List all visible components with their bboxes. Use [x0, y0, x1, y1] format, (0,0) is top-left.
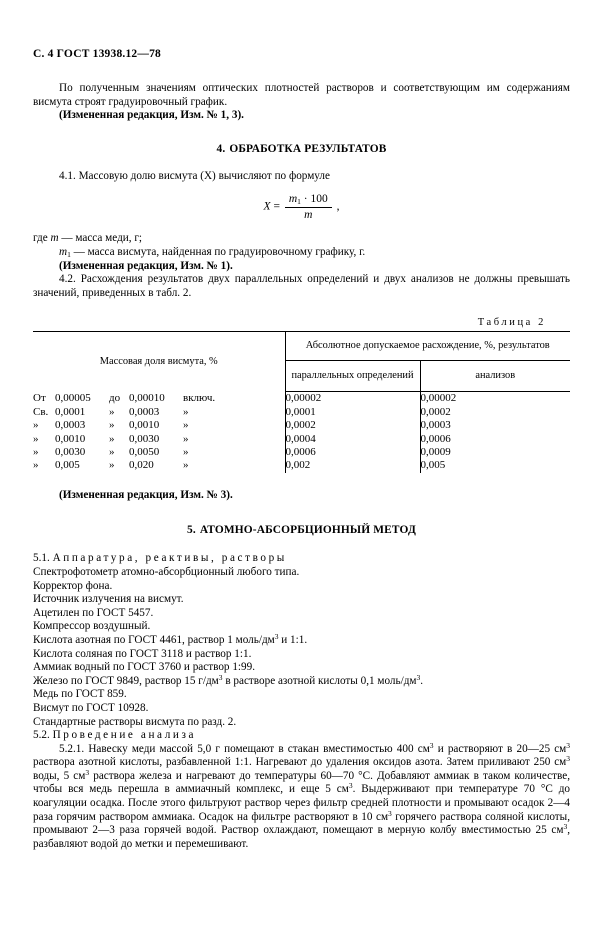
formula-trailing-comma: , [336, 201, 340, 214]
spacer [33, 155, 570, 170]
table-cell-parallel: 0,0001 [285, 406, 420, 419]
reagent-item-nitric-acid [33, 631, 570, 648]
where-symbol-m1-subscript: 1 [67, 249, 71, 259]
spacer [33, 300, 570, 317]
reagent-item: Источник излучения на висмут. [33, 593, 184, 606]
range-value-from: 0,0003 [55, 419, 86, 432]
where-symbol-m1: m [59, 245, 68, 258]
range-value-to: 0,0050 [129, 445, 160, 458]
procedure-sup-6: 3 [388, 808, 392, 818]
table-header-analyses: анализов [420, 361, 570, 392]
reagent-item: Корректор фона. [33, 579, 113, 592]
table-cell-parallel: 0,0002 [285, 419, 420, 432]
iron-superscript-2: 3 [416, 672, 421, 682]
range-suffix: » [183, 459, 189, 472]
item-5-2-number: 5.2. [33, 729, 53, 742]
formula-numerator-symbol: m [288, 193, 298, 206]
range-prefix: » [33, 445, 39, 458]
procedure-text-2: и растворяют в 20—25 см [433, 742, 567, 755]
reagent-item: Спектрофотометр атомно-абсорбционный любого типа. [33, 565, 300, 578]
table-cell-parallel: 0,0006 [285, 446, 420, 459]
range-connector: » [109, 445, 115, 458]
item-5-1-heading [33, 552, 570, 566]
reagent-item: Стандартные растворы висмута по разд. 2. [33, 715, 237, 728]
table-cell-analysis: 0,005 [420, 459, 446, 472]
where-line-m1 [33, 246, 570, 260]
reagent-item: Компрессор воздушный. [33, 620, 151, 633]
range-value-from: 0,0010 [55, 432, 86, 445]
item-5-2-1-procedure [33, 740, 571, 852]
table-cell-parallel: 0,0004 [285, 433, 420, 446]
reagent-item-ammonia: Аммиак водный по ГОСТ 3760 и раствор 1:99. [33, 661, 256, 674]
range-value-to: 0,020 [129, 459, 154, 472]
table-cell-analysis: 0,0009 [420, 445, 451, 458]
where-prefix: где [33, 232, 51, 245]
range-connector: » [109, 432, 115, 445]
spacer [33, 61, 570, 82]
procedure-sup-1: 3 [429, 740, 434, 750]
spacer [33, 123, 570, 143]
iron-text-a: Железо по ГОСТ 9849, раствор 15 г/дм [33, 674, 219, 687]
formula-x [33, 193, 570, 221]
procedure-text-5: раствора железа и нагревают до температуры 60—70 °С. Добавляют аммиак в таком количестве, чтобы вся медь перешла в аммиачный комплекс, и еще 5 см [33, 769, 571, 796]
range-value-to: 0,0003 [129, 405, 160, 418]
section-4-revision-note-1: (Измененная редакция, Изм. № 1). [59, 259, 233, 272]
nitric-acid-text-b: и 1:1. [278, 633, 308, 646]
range-prefix: » [33, 419, 39, 432]
where-text-m: — масса меди, г; [58, 232, 143, 245]
table-cell-analysis: 0,00002 [420, 392, 457, 405]
intro-paragraph: По полученным значениям оптических плотностей растворов и соответствующим им содержаниям висмута строят градуировочный график. [33, 82, 570, 108]
reagent-item: Висмут по ГОСТ 10928. [33, 701, 149, 714]
range-value-from: 0,005 [55, 459, 80, 472]
range-value-to: 0,0030 [129, 432, 160, 445]
iron-superscript-1: 3 [218, 672, 223, 682]
range-suffix: включ. [183, 392, 216, 405]
procedure-text-6: . Выдерживают при температуре 70 °С до коагуляции осадка. После этого фильтруют раствор через фильтр средней плотности и промывают осадок 2—4 раза горячим раствором аммиака. Осадок на фильтре растворяют в 10 см [33, 783, 570, 823]
procedure-text-3: раствора азотной кислоты, разбавленной 1:1. Нагревают до удаления оксидов азота. Затем приливают 250 см [33, 756, 567, 769]
formula-numerator [285, 193, 332, 208]
section-4-heading [33, 143, 570, 155]
formula-equals: = [273, 201, 280, 214]
iron-text-c: . [420, 674, 424, 687]
range-connector: » [109, 459, 115, 472]
range-connector: » [109, 405, 115, 418]
table-cell-range [33, 433, 285, 446]
item-4-2: 4.2. Расхождения результатов двух параллельных определений и двух анализов не должны превышать значений, приведенных в табл. 2. [33, 273, 570, 299]
table-row [33, 446, 570, 459]
nitric-acid-superscript: 3 [274, 631, 279, 641]
reagent-item: Медь по ГОСТ 859. [33, 688, 127, 701]
procedure-sup-4: 3 [85, 767, 90, 777]
range-value-from: 0,00005 [55, 392, 91, 405]
spacer [33, 221, 570, 232]
item-5-1-title: Аппаратура, реактивы, растворы [52, 552, 287, 565]
table-cell-analysis: 0,0003 [420, 419, 451, 432]
range-prefix: » [33, 432, 39, 445]
table-cell-range [33, 419, 285, 432]
procedure-sup-2: 3 [566, 740, 570, 750]
item-5-2-title: Проведение анализа [52, 729, 197, 742]
section-5-heading [33, 524, 570, 536]
intro-revision-note: (Измененная редакция, Изм. № 1, 3). [59, 109, 244, 122]
running-header: С. 4 ГОСТ 13938.12—78 [33, 48, 161, 60]
spacer [33, 473, 570, 489]
table-row [33, 459, 570, 472]
page-content [33, 0, 570, 851]
formula-denominator: m [304, 209, 313, 222]
tolerance-table [33, 331, 570, 472]
section-4-title: ОБРАБОТКА РЕЗУЛЬТАТОВ [229, 142, 387, 155]
section-5-title: АТОМНО-АБСОРБЦИОННЫЙ МЕТОД [199, 524, 416, 537]
table-row [33, 392, 570, 406]
procedure-text-8: , разбавляют водой до метки и перемешивают. [33, 824, 570, 850]
table-cell-range [33, 459, 285, 472]
table-cell-range [33, 406, 285, 419]
range-suffix: » [183, 432, 189, 445]
table-header-parallel: параллельных определений [285, 361, 420, 392]
procedure-text-7: горячего раствора соляной кислоты, промывают 2—3 раза горячей водой. Раствор охлаждают, помещают в мерную колбу вместимостью 25 см [33, 810, 571, 837]
range-connector: до [109, 392, 121, 405]
table-row [33, 406, 570, 419]
procedure-text-4: воды, 5 см [33, 769, 86, 782]
formula-fraction [285, 193, 332, 221]
range-value-to: 0,0010 [129, 419, 160, 432]
item-5-1-number: 5.1. [33, 552, 53, 565]
table-header-massfraction: Массовая доля висмута, % [33, 332, 285, 392]
range-suffix: » [183, 445, 189, 458]
where-text-m1: — масса висмута, найденная по градуировочному графику, г. [70, 245, 366, 258]
table-header-row-1 [33, 332, 570, 361]
procedure-sup-7: 3 [563, 822, 568, 832]
range-prefix: От [33, 392, 46, 405]
iron-text-b: в растворе азотной кислоты 0,1 моль/дм [222, 674, 417, 687]
table-cell-analysis: 0,0002 [420, 405, 451, 418]
section-4-revision-note-3: (Измененная редакция, Изм. № 3). [59, 488, 233, 501]
table-row [33, 433, 570, 446]
range-value-to: 0,00010 [129, 392, 165, 405]
item-4-1: 4.1. Массовую долю висмута (X) вычисляют по формуле [59, 169, 330, 182]
range-prefix: Св. [33, 405, 49, 418]
reagent-item: Ацетилен по ГОСТ 5457. [33, 606, 154, 619]
formula-numerator-subscript: 1 [297, 197, 301, 207]
formula-lhs: X [263, 201, 271, 214]
range-connector: » [109, 419, 115, 432]
procedure-text-1: 5.2.1. Навеску меди массой 5,0 г помещают в стакан вместимостью 400 см [59, 742, 430, 755]
section-5-number: 5. [187, 524, 196, 537]
range-suffix: » [183, 405, 189, 418]
spacer [33, 536, 570, 552]
reagent-item-hydrochloric-acid: Кислота соляная по ГОСТ 3118 и раствор 1:1. [33, 647, 252, 660]
reagent-item-iron [33, 672, 570, 689]
spacer [33, 502, 570, 524]
range-value-from: 0,0001 [55, 405, 86, 418]
item-5-2-heading [33, 729, 570, 743]
table-cell-range [33, 446, 285, 459]
where-symbol-m: m [50, 232, 59, 245]
procedure-sup-5: 3 [348, 781, 353, 791]
range-prefix: » [33, 459, 39, 472]
table-cell-parallel: 0,00002 [285, 392, 420, 406]
table-cell-parallel: 0,002 [285, 459, 420, 472]
range-value-from: 0,0030 [55, 445, 86, 458]
table-caption: Таблица 2 [477, 317, 546, 329]
table-cell-range [33, 392, 285, 406]
table-row [33, 419, 570, 432]
formula-numerator-rest: · 100 [303, 193, 328, 206]
spacer [33, 183, 570, 193]
table-header-discrepancy: Абсолютное допускаемое расхождение, %, результатов [285, 332, 570, 361]
range-suffix: » [183, 419, 189, 432]
section-4-number: 4. [216, 142, 226, 155]
nitric-acid-text-a: Кислота азотная по ГОСТ 4461, раствор 1 моль/дм [33, 633, 275, 646]
table-cell-analysis: 0,0006 [420, 432, 451, 445]
where-line-m [33, 232, 570, 246]
procedure-sup-3: 3 [566, 754, 570, 764]
